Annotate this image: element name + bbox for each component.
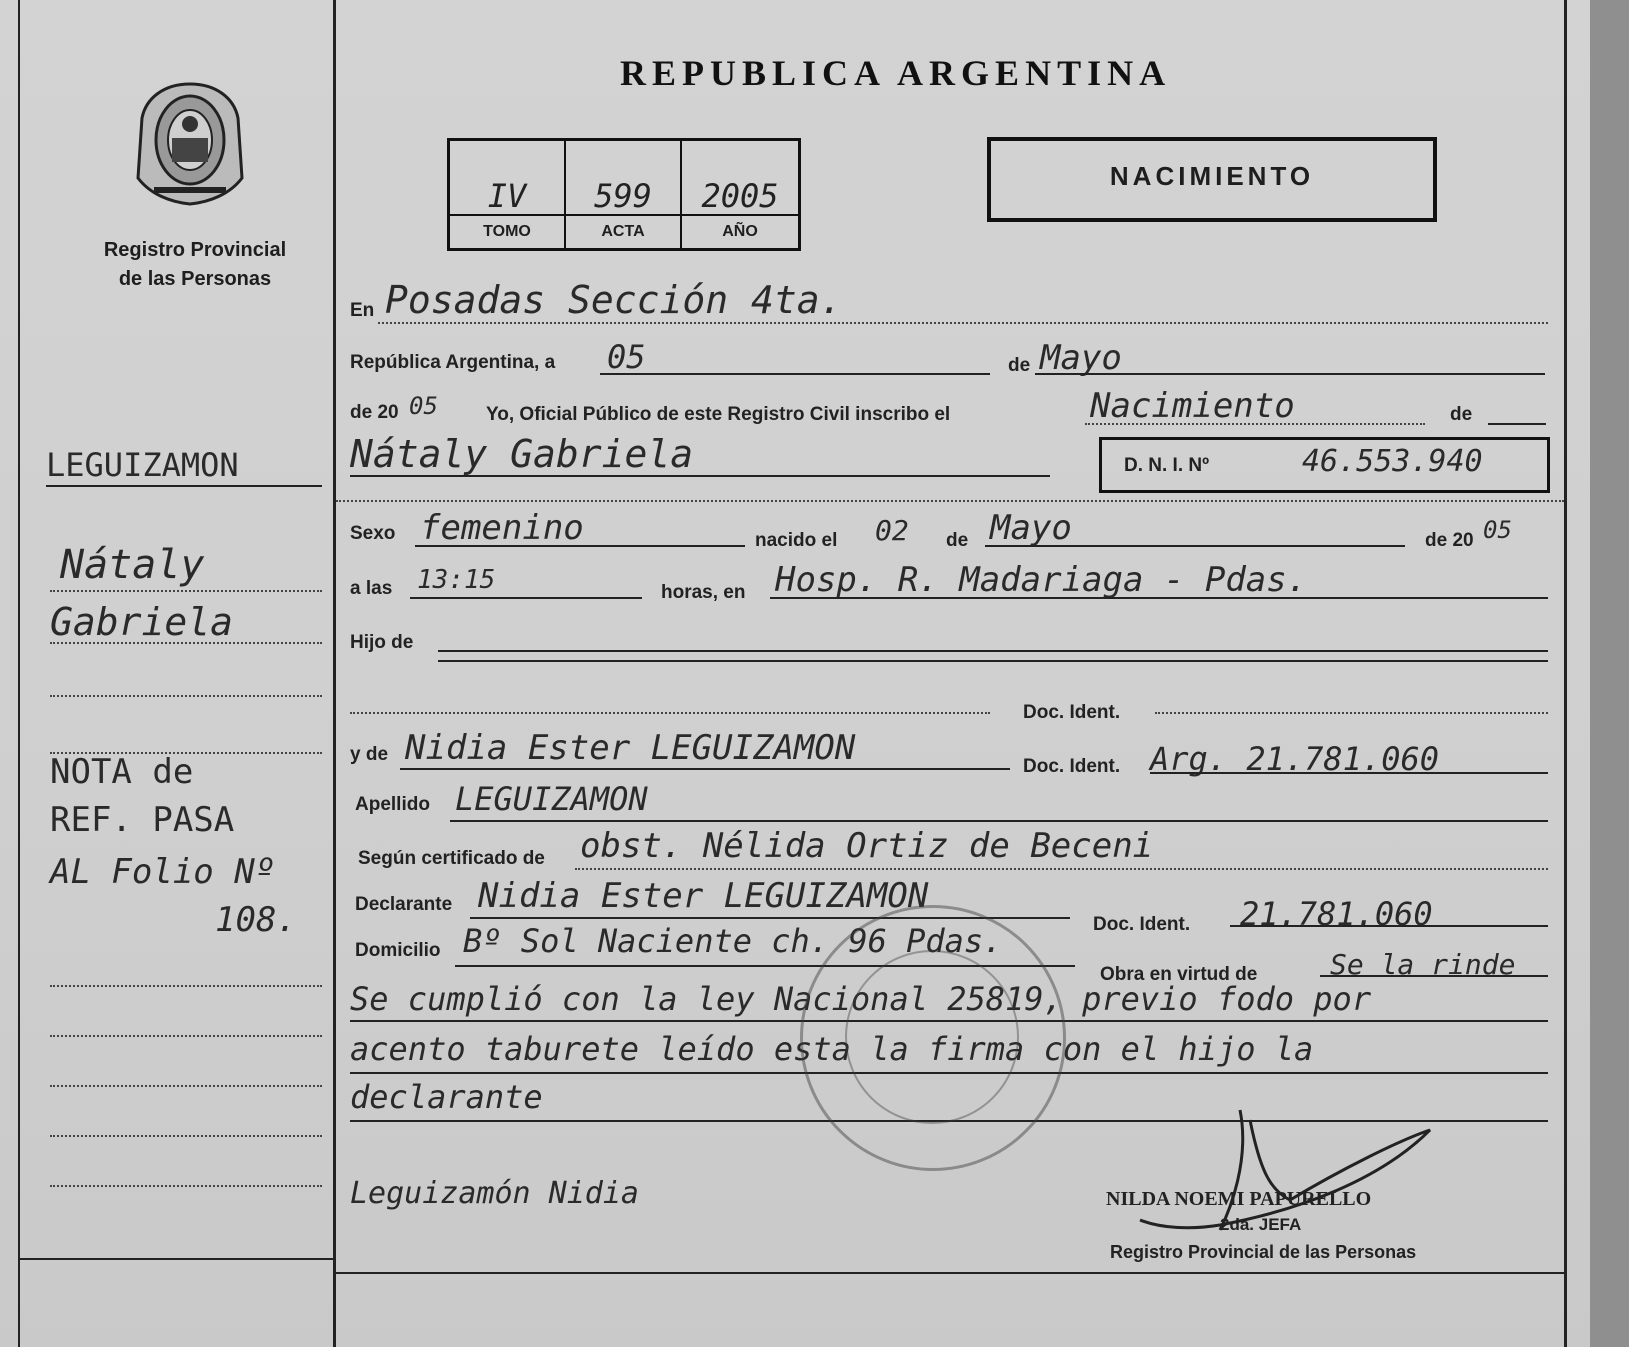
declarante-label: Declarante <box>355 894 453 915</box>
mother-line <box>400 768 1010 770</box>
republica-label: República Argentina, a <box>350 352 556 373</box>
father-line <box>350 712 990 714</box>
record-number-table <box>447 138 801 251</box>
tomo-cell <box>450 141 566 248</box>
registry-line-2: de las Personas <box>118 268 272 290</box>
margin-line-6 <box>50 1035 322 1037</box>
ano-value: 2005 <box>701 177 779 215</box>
mother-doc-label: Doc. Ident. <box>1023 756 1121 777</box>
sexo-line <box>415 545 745 547</box>
content-bottom-rule <box>336 1272 1564 1274</box>
notes-line-2: acento taburete leído esta la firma con el hijo la <box>350 1030 1314 1068</box>
registry-label <box>80 236 310 294</box>
en-label: En <box>350 300 375 321</box>
tomo-value: IV <box>487 177 527 215</box>
left-border <box>18 0 20 1347</box>
registry-line-1: Registro Provincial <box>103 239 287 261</box>
declarante-value: Nidia Ester LEGUIZAMON <box>478 876 929 916</box>
hora-value: 13:15 <box>417 565 496 595</box>
margin-surname-line <box>46 485 322 487</box>
hijo-label: Hijo de <box>350 632 414 653</box>
dni-label: D. N. I. Nº <box>1124 455 1210 476</box>
declarante-signature: Leguizamón Nidia <box>350 1176 639 1211</box>
year-prefix: de 20 <box>350 402 399 423</box>
margin-line-2 <box>50 642 322 644</box>
hora-line <box>410 597 642 599</box>
sexo-label: Sexo <box>350 523 396 544</box>
declarante-doc-value: 21.781.060 <box>1240 895 1433 933</box>
apellido-label: Apellido <box>355 794 430 815</box>
lugar-value: Hosp. R. Madariaga - Pdas. <box>775 560 1308 600</box>
inscribo-value: Nacimiento <box>1090 386 1295 426</box>
ano-cell <box>682 141 798 248</box>
sexo-value: femenino <box>420 508 584 548</box>
official-name: NILDA NOEMI PAPURELLO <box>1106 1188 1372 1210</box>
official-office: Registro Provincial de las Personas <box>1110 1242 1417 1262</box>
official-title: 2da. JEFA <box>1220 1215 1302 1234</box>
margin-surname: LEGUIZAMON <box>46 446 239 484</box>
ano-label: AÑO <box>682 214 798 248</box>
provincial-coat-of-arms-logo <box>134 78 246 208</box>
month-line <box>1035 373 1545 375</box>
obra-line <box>1320 975 1548 977</box>
mother-value: Nidia Ester LEGUIZAMON <box>405 728 856 768</box>
mother-doc-line <box>1150 772 1548 774</box>
hijo-line-2 <box>438 660 1548 662</box>
nacido-de-label: de <box>946 530 969 551</box>
hijo-line <box>438 650 1548 652</box>
nacido-year-prefix: de 20 <box>1425 530 1474 551</box>
child-name-line <box>350 475 1050 477</box>
nacido-label: nacido el <box>755 530 838 551</box>
a-las-label: a las <box>350 578 393 599</box>
inscribo-line <box>1085 423 1425 425</box>
de-label: de <box>1008 355 1031 376</box>
acta-label: ACTA <box>566 214 680 248</box>
obra-label: Obra en virtud de <box>1100 964 1258 985</box>
child-name-value: Nátaly Gabriela <box>350 432 694 476</box>
margin-note-1: NOTA de <box>50 752 194 792</box>
declarante-doc-label: Doc. Ident. <box>1093 914 1191 935</box>
certificado-label: Según certificado de <box>358 848 545 869</box>
nacido-month: Mayo <box>990 508 1072 548</box>
margin-divider <box>333 0 336 1347</box>
nacido-month-line <box>985 545 1405 547</box>
row-separator-1 <box>336 500 1564 502</box>
de-line-2 <box>1488 423 1546 425</box>
margin-bottom-rule <box>18 1258 334 1260</box>
declarante-doc-line <box>1230 925 1548 927</box>
margin-note-3: AL Folio Nº <box>50 852 276 892</box>
y-de-label: y de <box>350 744 389 765</box>
nacido-day: 02 <box>875 514 909 547</box>
dni-box <box>1099 437 1550 493</box>
horas-en-label: horas, en <box>661 582 746 603</box>
apellido-line <box>450 820 1548 822</box>
right-border <box>1564 0 1567 1347</box>
margin-line-1 <box>50 590 322 592</box>
domicilio-label: Domicilio <box>355 940 441 961</box>
margin-line-3 <box>50 695 322 697</box>
obra-value: Se la rinde <box>1330 948 1516 981</box>
margin-line-5 <box>50 985 322 987</box>
day-line <box>600 373 990 375</box>
lugar-line <box>770 597 1548 599</box>
mother-doc-value: Arg. 21.781.060 <box>1150 740 1439 778</box>
father-doc-line <box>1155 712 1548 714</box>
margin-first-name: Nátaly <box>60 542 205 588</box>
margin-line-7 <box>50 1085 322 1087</box>
en-line <box>378 322 1548 324</box>
domicilio-value: Bº Sol Naciente ch. 96 Pdas. <box>463 922 1003 960</box>
margin-line-8 <box>50 1135 322 1137</box>
father-doc-label: Doc. Ident. <box>1023 702 1121 723</box>
tomo-label: TOMO <box>450 214 564 248</box>
country-title: REPUBLICA ARGENTINA <box>620 53 1172 93</box>
certificado-line <box>575 868 1548 870</box>
month-value: Mayo <box>1040 338 1122 378</box>
en-value: Posadas Sección 4ta. <box>385 278 843 322</box>
act-type-box: NACIMIENTO <box>987 137 1437 222</box>
margin-note-4: 108. <box>215 900 297 940</box>
day-value: 05 <box>607 338 646 376</box>
notes-line-3: declarante <box>350 1078 543 1116</box>
year-value: 05 <box>409 392 438 420</box>
acta-value: 599 <box>594 177 652 215</box>
apellido-value: LEGUIZAMON <box>455 780 648 818</box>
margin-second-name: Gabriela <box>50 600 234 644</box>
certificado-value: obst. Nélida Ortiz de Beceni <box>580 826 1154 866</box>
notes-line-1: Se cumplió con la ley Nacional 25819, previo fodo por <box>350 980 1372 1018</box>
official-round-stamp-inner <box>845 950 1019 1124</box>
yo-text: Yo, Oficial Público de este Registro Civil inscribo el <box>486 404 951 425</box>
margin-line-9 <box>50 1185 322 1187</box>
nacido-year: 05 <box>1483 516 1512 544</box>
acta-cell <box>566 141 682 248</box>
margin-note-2: REF. PASA <box>50 800 235 840</box>
de-label-2: de <box>1450 404 1473 425</box>
dni-value: 46.553.940 <box>1302 444 1483 479</box>
